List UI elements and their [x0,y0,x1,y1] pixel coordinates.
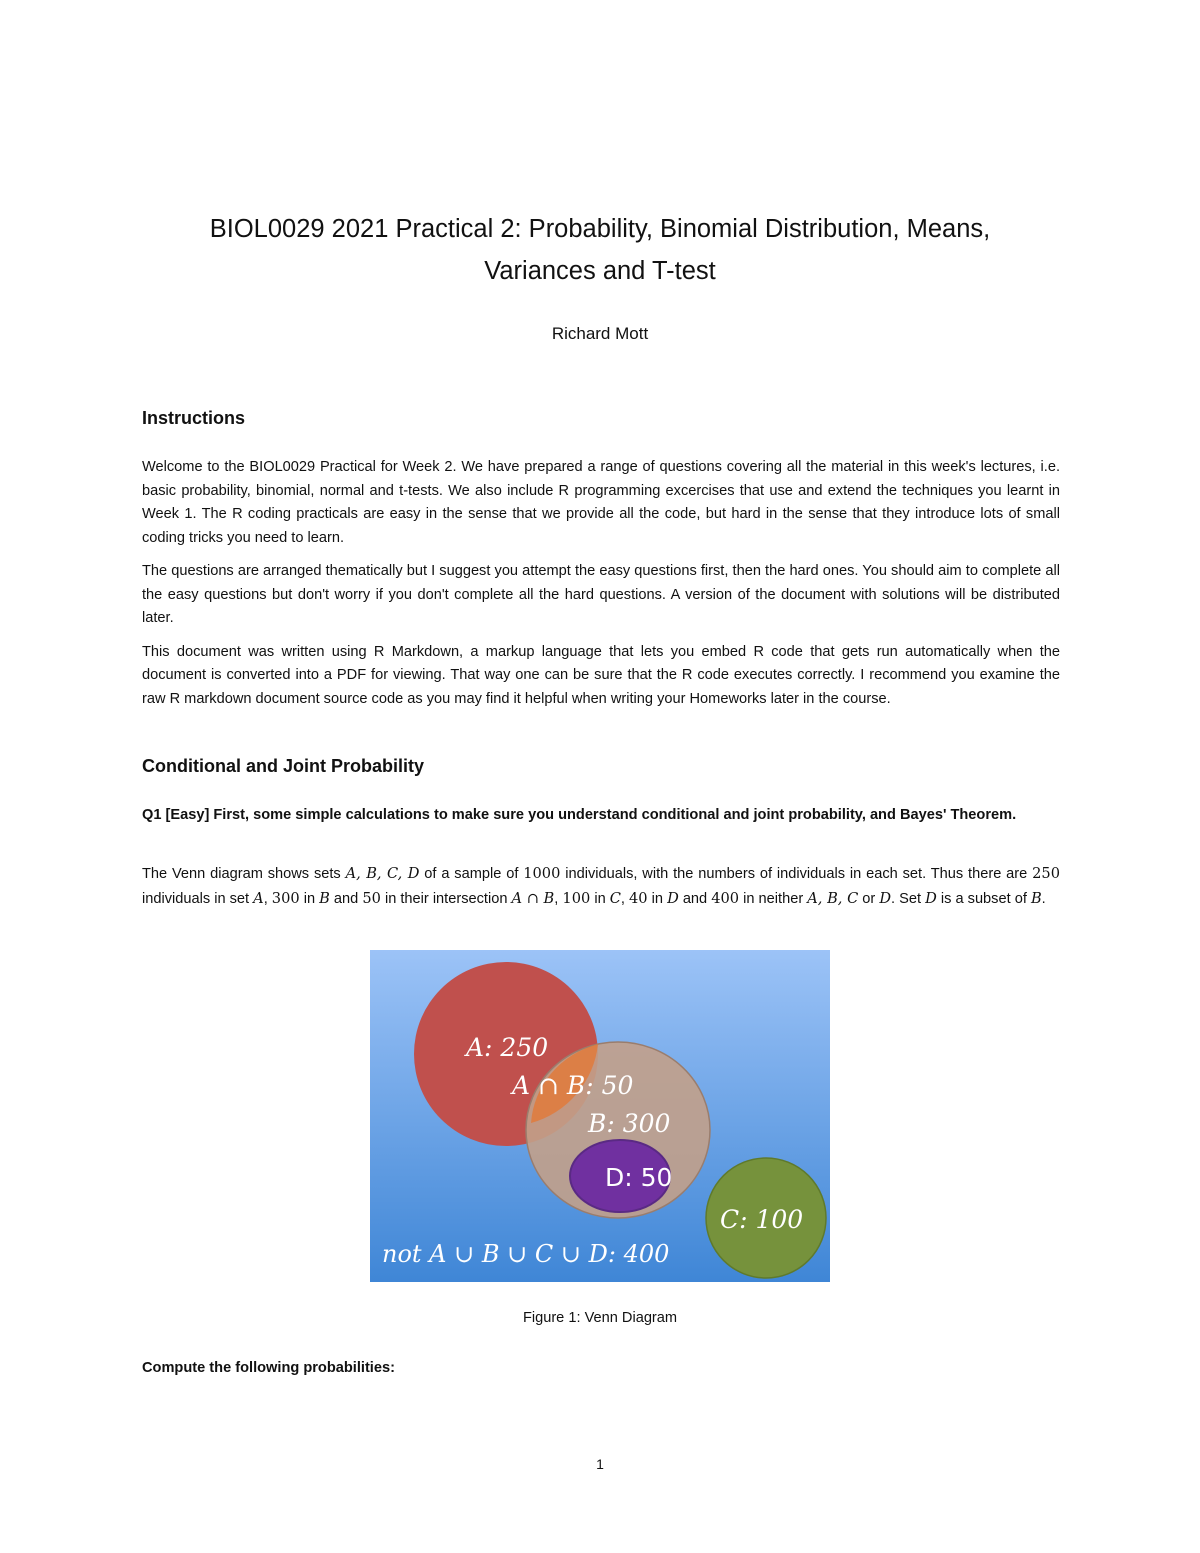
question-1-heading: Q1 [Easy] First, some simple calculations to make sure you understand conditional and joint probability, and Bayes' Theorem. [142,807,1017,823]
venn-description: The Venn diagram shows sets A, B, C, D of a sample of 1000 individuals, with the numbers of individuals in each set. Thus there are 250 individuals in set A, 300 in B and 50 in their intersection A ∩ B, 100 in C, 40 in D and 400 in neither A, B, C or D. Set D is a subset of B. [142,865,1060,907]
title-line-2: Variances and T-test [484,257,716,285]
venn-diagram [370,950,830,1282]
label-d: D: 50 [605,1163,673,1192]
figure-caption: Figure 1: Venn Diagram [522,1310,678,1326]
label-c: C: 100 [720,1205,804,1234]
page-number: 1 [596,1456,604,1472]
question-1-text [142,862,1060,911]
label-a-intersect-b: A ∩ B: 50 [512,1071,634,1100]
instructions-paragraph-2: The questions are arranged thematically but I suggest you attempt the easy questions first, then the hard ones. You should aim to complete all the easy questions but don't worry if you don't complete all the hard questions. A version of the document with solutions will be distributed later. [142,563,1060,626]
label-none: not A ∪ B ∪ C ∪ D: 400 [382,1240,670,1268]
author: Richard Mott [551,324,649,343]
document-title [100,208,1100,292]
label-b: B: 300 [588,1109,671,1138]
instructions-paragraph-1: Welcome to the BIOL0029 Practical for Week 2. We have prepared a range of questions covering all the material in this week's lectures, i.e. basic probability, binomial, normal and t-tests. We also include R programming excercises that use and extend the techniques you learnt in Week 1. The R coding practicals are easy in the sense that we provide all the code, but hard in the sense that they introduce lots of small coding tricks you need to learn. [142,459,1060,546]
compute-heading: Compute the following probabilities: [142,1360,395,1376]
label-a: A: 250 [466,1033,549,1062]
title-line-1: BIOL0029 2021 Practical 2: Probability, Binomial Distribution, Means, [209,215,991,243]
instructions-body [142,456,1060,711]
instructions-heading: Instructions [142,408,246,428]
instructions-paragraph-3: This document was written using R Markdown, a markup language that lets you embed R code that gets run automatically when the document is converted into a PDF for viewing. That way one can be sure that the R code executes correctly. I recommend you examine the raw R markdown document source code as you may find it helpful when writing your Homeworks later in the course. [142,643,1060,707]
section-heading: Conditional and Joint Probability [142,756,424,776]
